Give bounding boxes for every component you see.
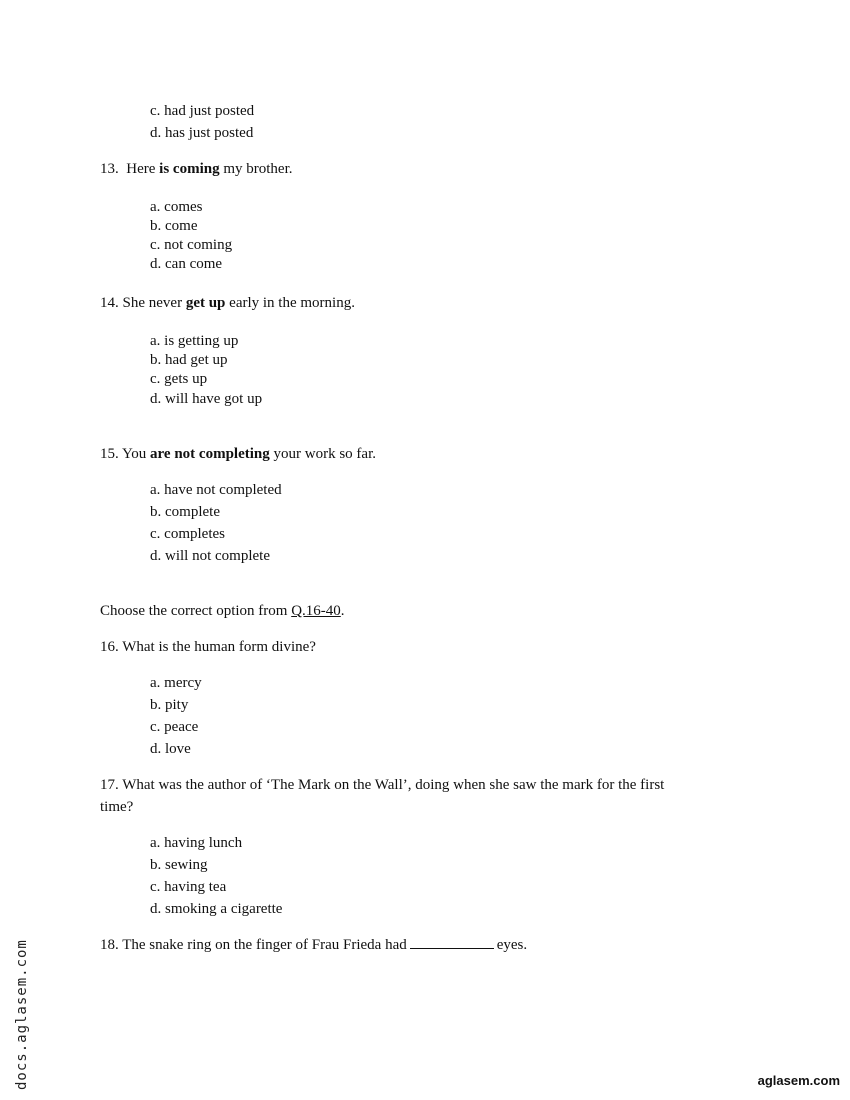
- side-watermark: docs.aglasem.com: [14, 939, 30, 1090]
- option-a: a. mercy: [150, 675, 202, 691]
- option-c: c. completes: [150, 526, 225, 542]
- option-a: a. having lunch: [150, 835, 243, 851]
- option-c: c. had just posted: [150, 103, 255, 119]
- option-b: b. come: [150, 218, 198, 234]
- option-d: d. will have got up: [150, 391, 263, 407]
- answer-blank: [410, 936, 494, 949]
- option-d: d. has just posted: [150, 125, 254, 141]
- question-15: 15. You are not completing your work so far.: [100, 446, 376, 462]
- question-18: 18. The snake ring on the finger of Frau Frieda had eyes.: [100, 937, 528, 953]
- option-b: b. pity: [150, 697, 189, 713]
- option-a: a. have not completed: [150, 482, 282, 498]
- option-b: b. had get up: [150, 352, 228, 368]
- option-a: a. is getting up: [150, 333, 239, 349]
- option-d: d. will not complete: [150, 548, 270, 564]
- section-instruction: Choose the correct option from Q.16-40.: [100, 603, 345, 619]
- option-d: d. love: [150, 741, 191, 757]
- question-17: 17. What was the author of ‘The Mark on the Wall’, doing when she saw the mark for the first: [100, 777, 665, 793]
- option-c: c. not coming: [150, 237, 233, 253]
- option-b: b. sewing: [150, 857, 208, 873]
- option-d: d. smoking a cigarette: [150, 901, 283, 917]
- question-17-continued: time?: [100, 799, 134, 815]
- question-13: 13. Here is coming my brother.: [100, 161, 293, 177]
- option-d: d. can come: [150, 256, 223, 272]
- question-range-link: Q.16-40: [291, 603, 341, 619]
- option-c: c. peace: [150, 719, 199, 735]
- brand-footer: aglasem.com: [757, 1073, 840, 1088]
- option-c: c. having tea: [150, 879, 227, 895]
- option-b: b. complete: [150, 504, 220, 520]
- option-a: a. comes: [150, 199, 203, 215]
- option-c: c. gets up: [150, 371, 208, 387]
- question-16: 16. What is the human form divine?: [100, 639, 316, 655]
- question-14: 14. She never get up early in the morning.: [100, 295, 355, 311]
